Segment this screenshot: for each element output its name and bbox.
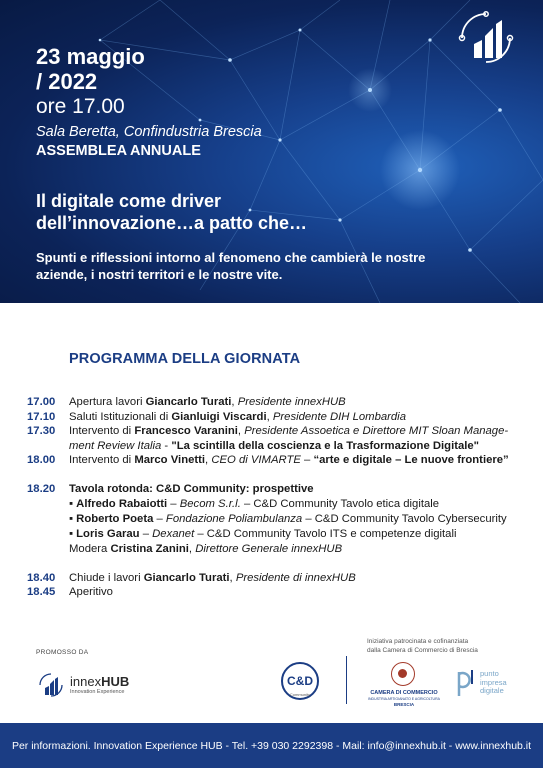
panelist: ▪ Alfredo Rabaiotti – Becom S.r.l. – C&D Community Tavolo etica digitale bbox=[69, 497, 440, 510]
agenda bbox=[27, 395, 532, 600]
chamber-subtitle: INDUSTRIA ARTIGIANATO E AGRICOLTURA bbox=[368, 697, 440, 701]
agenda-item-roundtable bbox=[27, 482, 532, 557]
program-title: PROGRAMMA DELLA GIORNATA bbox=[69, 351, 301, 367]
subtitle-line: aziende, i nostri territori e le nostre vite. bbox=[36, 266, 283, 282]
agenda-time: 18.45 bbox=[27, 586, 56, 599]
contact-info: Per informazioni. Innovation Experience HUB - Tel. +39 030 2292398 - Mail: info@innexhub.it - www.innexhub.it bbox=[11, 739, 532, 752]
speaker-role: ment Review Italia bbox=[69, 439, 162, 452]
roundtable-title: Tavola rotonda: C&D Community: prospettive bbox=[69, 482, 314, 495]
speaker-name: Giancarlo Turati bbox=[145, 396, 232, 408]
talk-title: “arte e digitale – Le nuove frontiere” bbox=[313, 454, 509, 467]
agenda-item: 18.45 Aperitivo bbox=[27, 586, 113, 599]
initiative-note: Iniziativa patrocinata e cofinanziata dalla Camera di Commercio di Brescia bbox=[367, 638, 478, 654]
moderator: Modera Cristina Zanini, Direttore Generale innexHUB bbox=[69, 542, 343, 555]
panelist: ▪ Loris Garau – Dexanet – C&D Community Tavolo ITS e competenze digitali bbox=[69, 527, 457, 540]
agenda-time: 17.10 bbox=[27, 410, 56, 423]
event-type: ASSEMBLEA ANNUALE bbox=[36, 143, 201, 159]
headline-line: dell’innovazione…a patto che… bbox=[36, 213, 308, 233]
agenda-time: 17.00 bbox=[27, 396, 56, 408]
chamber-seal-icon bbox=[391, 662, 415, 686]
speaker-role: Presidente Assoetica e Direttore MIT Sloan Manage- bbox=[244, 425, 509, 438]
promoted-by-label: PROMOSSO DA bbox=[36, 649, 89, 656]
cd-community-logo: C&D bbox=[281, 662, 319, 700]
agenda-time: 17.30 bbox=[27, 425, 56, 438]
headline-line: Il digitale come driver bbox=[36, 191, 222, 211]
agenda-item: 17.30 Intervento di Francesco Varanini, Presidente Assoetica e Direttore MIT Sloan Manage- ment Review Italia - "La scintilla della coscienza e la Trasformazione Digitale" bbox=[27, 425, 509, 452]
talk-title: "La scintilla della coscienza e la Trasformazione Digitale" bbox=[171, 439, 480, 452]
speaker-name: Marco Vinetti bbox=[134, 454, 206, 467]
speaker-role: Presidente di innexHUB bbox=[235, 571, 356, 584]
speaker-name: Gianluigi Viscardi bbox=[171, 410, 267, 423]
agenda-item: 18.40 Chiude i lavori Giancarlo Turati, Presidente di innexHUB bbox=[27, 571, 356, 584]
agenda-item: 17.00 Apertura lavori Giancarlo Turati, Presidente innexHUB bbox=[27, 396, 346, 408]
event-time: ore 17.00 bbox=[36, 95, 125, 118]
agenda-time: 18.00 bbox=[27, 454, 56, 467]
event-info bbox=[36, 44, 262, 160]
event-headline bbox=[36, 190, 476, 234]
speaker-role: CEO di VIMARTE bbox=[211, 454, 301, 467]
innexhub-logo-icon bbox=[36, 672, 66, 698]
sponsor-logos bbox=[0, 630, 543, 722]
speaker-role: Presidente innexHUB bbox=[237, 396, 346, 408]
event-year: / 2022 bbox=[36, 69, 98, 94]
chamber-name: CAMERA DI COMMERCIO bbox=[370, 690, 438, 696]
chamber-city: BRESCIA bbox=[393, 702, 415, 707]
punto-impresa-digitale-logo: punto impresa digitale bbox=[480, 669, 507, 695]
speaker-role: Presidente DIH Lombardia bbox=[272, 410, 406, 423]
hero-banner bbox=[0, 0, 543, 303]
event-date: 23 maggio bbox=[36, 44, 145, 69]
agenda-item: 18.00 Intervento di Marco Vinetti, CEO di VIMARTE – “arte e digitale – Le nuove frontiere” bbox=[27, 454, 509, 467]
agenda-time: 18.20 bbox=[27, 482, 56, 495]
divider bbox=[346, 656, 347, 704]
innexhub-logo: innexHUB bbox=[70, 674, 130, 689]
agenda-item: 17.10 Saluti Istituzionali di Gianluigi Viscardi, Presidente DIH Lombardia bbox=[27, 410, 406, 423]
cd-community-tagline: Community bbox=[289, 692, 311, 697]
panelist: ▪ Roberto Poeta – Fondazione Poliambulanza – C&D Community Tavolo Cybersecurity bbox=[69, 512, 507, 525]
contact-footer bbox=[0, 723, 543, 768]
agenda-time: 18.40 bbox=[27, 571, 56, 584]
punto-impresa-digitale-icon bbox=[456, 668, 476, 698]
speaker-name: Giancarlo Turati bbox=[143, 571, 230, 584]
speaker-name: Francesco Varanini bbox=[134, 425, 238, 438]
subtitle-line: Spunti e riflessioni intorno al fenomeno che cambierà le nostre bbox=[36, 250, 426, 265]
innexhub-tagline: Innovation Experience bbox=[70, 689, 125, 695]
event-subtitle bbox=[36, 250, 506, 283]
innexhub-logo-icon bbox=[452, 10, 520, 66]
event-venue: Sala Beretta, Confindustria Brescia bbox=[36, 124, 262, 140]
